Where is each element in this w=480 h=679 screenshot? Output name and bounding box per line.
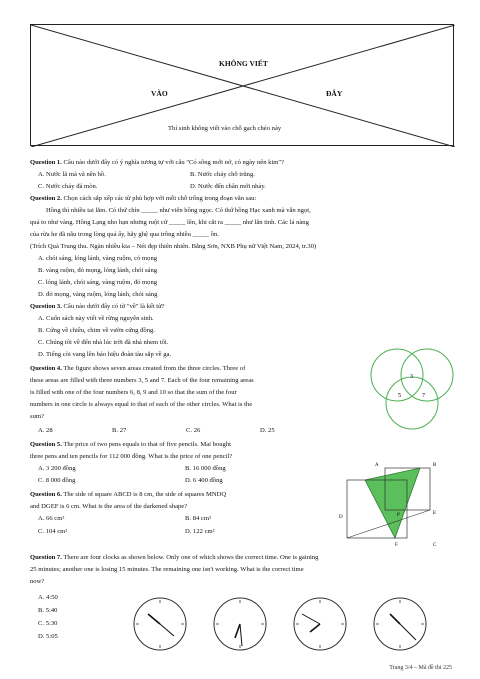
q4-label: Question 4. xyxy=(30,365,62,372)
circle-number-3: 7 xyxy=(422,393,425,399)
q5-option-c[interactable]: C. 8 000 đồng xyxy=(38,477,76,484)
clock-1-minute-hand xyxy=(160,624,174,636)
q4-option-a[interactable]: A. 28 xyxy=(38,427,53,434)
q1-option-a[interactable]: A. Nước lã mà vã nên hồ. xyxy=(38,171,106,178)
q5-text-2: three pens and ten pencils for 112 000 đồng. What is the price of one pencil? xyxy=(30,453,233,460)
q2-option-d[interactable]: D. đỏ mọng, vàng ruộm, lóng lánh, chói sáng xyxy=(38,291,158,298)
clock-3-minute-hand xyxy=(302,614,320,624)
label-d: D xyxy=(339,515,343,520)
clock-4-minute-hand xyxy=(400,624,416,640)
circle-left xyxy=(371,349,423,401)
page-footer: Trang 3/4 – Mã đề thi 225 xyxy=(389,665,452,671)
q6-option-b[interactable]: B. 84 cm² xyxy=(185,515,211,522)
q3-label: Question 3. xyxy=(30,303,62,310)
q4-stem xyxy=(30,364,360,373)
clocks-figure xyxy=(130,592,460,662)
q7-stem xyxy=(30,553,462,562)
label-b: B xyxy=(433,463,437,468)
q2-passage-3: của rừa he đã nẫu trong lòng quả ấy, hãy ghệ qua trông nhiều _____ ồn. xyxy=(30,231,220,238)
q1-option-c[interactable]: C. Nước chảy đá mòn. xyxy=(38,183,98,190)
q3-option-a[interactable]: A. Cuốn sách này viết về rừng nguyên sinh. xyxy=(38,315,154,322)
q1-text: Câu nào dưới đây có ý nghĩa tương tự với câu "Có sông mới nở, có ngày nên kim"? xyxy=(63,159,285,166)
clock-1 xyxy=(134,598,186,650)
q4-text-1: The figure shows seven areas created from the three circles. Three of xyxy=(63,365,246,372)
q2-source: (Trích Quà Trung thu. Ngàn nhiều kia – Nét đẹp thiên nhiên. Bằng Sơn, NXB Phụ nữ Việt Nam, 2024, tr.30) xyxy=(30,243,317,250)
q6-option-d[interactable]: D. 122 cm² xyxy=(185,528,215,535)
label-e: E xyxy=(433,511,437,516)
banner-note: Thí sinh không viết vào chỗ gạch chéo này xyxy=(165,125,284,132)
q2-option-b[interactable]: B. vàng ruộm, đỏ mọng, lóng lánh, chói sáng xyxy=(38,267,158,274)
q2-passage-1: Hồng thì nhiều tai lắm. Có thứ chín _____ như viên hồng ngọc. Có thứ hồng Hạc xanh mà vẫn ngọt, xyxy=(46,207,311,214)
q7-option-b[interactable]: B. 5:40 xyxy=(38,607,58,614)
q5-label: Question 5. xyxy=(30,441,62,448)
q7-option-c[interactable]: C. 5:30 xyxy=(38,620,58,627)
q7-option-d[interactable]: D. 5:05 xyxy=(38,633,58,640)
q3-text: Câu nào dưới đây có từ "về" là kết từ? xyxy=(63,303,165,310)
q4-text-5: sum? xyxy=(30,413,44,420)
label-p: P xyxy=(397,513,400,518)
q1-label: Question 1. xyxy=(30,159,62,166)
banner-right: ĐÂY xyxy=(326,89,343,98)
label-a: A xyxy=(375,463,379,468)
q4-option-d[interactable]: D. 25 xyxy=(260,427,275,434)
clock-2-minute-hand xyxy=(240,624,242,646)
banner-left: VÀO xyxy=(151,89,168,98)
label-c: C xyxy=(433,543,437,548)
q7-text-2: 25 minutes; another one is losing 15 minutes. The remaining one isn't working. What is the correct time xyxy=(30,566,304,573)
q3-option-c[interactable]: C. Chúng tôi về đến nhà lúc trời đã nhá nhem tối. xyxy=(38,339,169,346)
circle-right xyxy=(401,349,453,401)
q3-stem xyxy=(30,302,462,311)
q2-option-a[interactable]: A. chói sáng, lóng lánh, vàng ruộm, cỏ mọng xyxy=(38,255,158,262)
q7-text-3: now? xyxy=(30,578,45,585)
q1-stem xyxy=(30,158,462,167)
q1-option-b[interactable]: B. Nước chảy chỗ trũng. xyxy=(190,171,255,178)
three-circles-figure xyxy=(362,345,462,440)
q6-option-a[interactable]: A. 66 cm² xyxy=(38,515,65,522)
q3-option-b[interactable]: B. Cứng về chiều, chim về vườn cứng đồng. xyxy=(38,327,155,334)
circle-number-2: 5 xyxy=(398,393,401,399)
q7-text-1: There are four clocks as shown below. Only one of which shows the correct time. One is gaining xyxy=(63,554,319,561)
q5-stem xyxy=(30,440,360,449)
q2-option-c[interactable]: C. lóng lánh, chói sáng, vàng ruộm, đỏ mọng xyxy=(38,279,158,286)
clock-4-hour-hand xyxy=(390,614,400,624)
q7-label: Question 7. xyxy=(30,554,62,561)
q7-option-a[interactable]: A. 4:50 xyxy=(38,594,58,601)
q5-text-1: The price of two pens equals to that of five pencils. Mai bought xyxy=(63,441,231,448)
q5-option-d[interactable]: D. 6 400 đồng xyxy=(185,477,223,484)
q2-label: Question 2. xyxy=(30,195,62,202)
darkened-shape xyxy=(365,468,420,538)
squares-figure xyxy=(335,458,445,550)
q4-option-b[interactable]: B. 27 xyxy=(112,427,127,434)
q4-text-3: is filled with one of the four numbers 6, 8, 9 and 10 so that the sum of the four xyxy=(30,389,237,396)
q5-option-a[interactable]: A. 3 200 đồng xyxy=(38,465,76,472)
banner-title: KHÔNG VIẾT xyxy=(216,59,271,68)
q6-text-1: The side of square ABCD is 8 cm, the side of squares MNDQ xyxy=(63,491,227,498)
q3-option-d[interactable]: D. Tiếng còi vang lên báo hiệu đoàn tàu sắp về ga. xyxy=(38,351,172,358)
q4-option-c[interactable]: C. 26 xyxy=(186,427,201,434)
q2-text: Chọn cách sắp xếp các từ phù hợp với mỗi chỗ trống trong đoạn văn sau: xyxy=(63,195,257,202)
q1-option-d[interactable]: D. Nước đến chân mới nhảy. xyxy=(190,183,266,190)
q6-text-2: and DGEF is 6 cm. What is the area of the darkened shape? xyxy=(30,503,188,510)
q2-stem xyxy=(30,194,462,203)
clock-1-hour-hand xyxy=(148,614,160,624)
no-write-box xyxy=(30,24,454,146)
q6-option-c[interactable]: C. 104 cm² xyxy=(38,528,68,535)
label-f: F xyxy=(395,543,398,548)
clock-2-hour-hand xyxy=(235,624,240,638)
circle-bottom xyxy=(386,377,438,429)
clock-3 xyxy=(294,598,346,650)
clock-3-hour-hand xyxy=(310,624,320,632)
clock-2 xyxy=(214,598,266,650)
circle-number-1: 3 xyxy=(410,374,413,380)
q5-option-b[interactable]: B. 16 000 đồng xyxy=(185,465,226,472)
q2-passage-2: quả to như vàng. Hồng Lạng nho hạn nhưng ruột cứ _____ lên, khi cắt ra _____ như lăn tinh. Các lá nàng xyxy=(30,219,309,226)
q6-stem xyxy=(30,490,360,499)
q4-text-4: numbers in one circle is always equal to that of each of the other circles. What is the xyxy=(30,401,253,408)
q6-label: Question 6. xyxy=(30,491,62,498)
clock-4 xyxy=(374,598,426,650)
q4-text-2: these areas are filled with three numbers 3, 5 and 7. Each of the four remaining areas xyxy=(30,377,254,384)
